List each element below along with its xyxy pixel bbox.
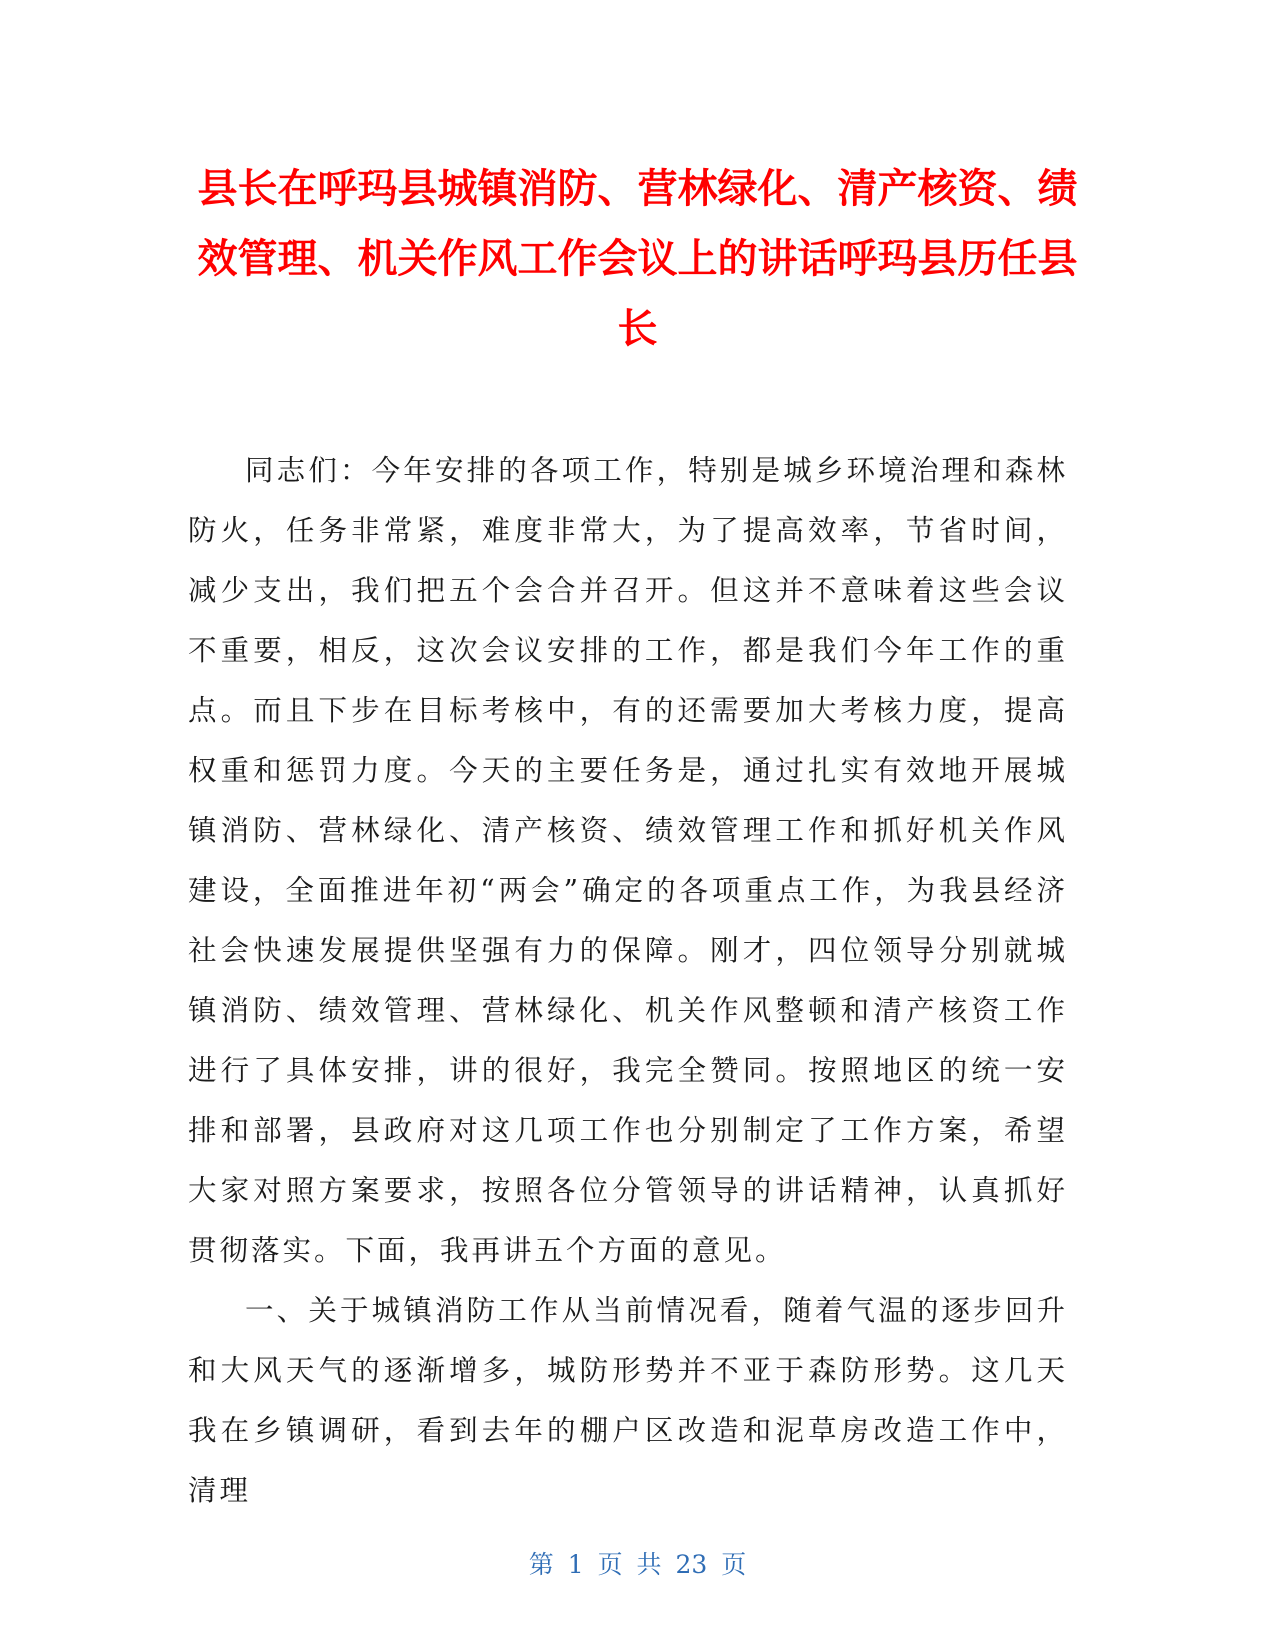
document-title: 县长在呼玛县城镇消防、营林绿化、清产核资、绩效管理、机关作风工作会议上的讲话呼玛县历任县长 [197,166,1078,352]
footer-page-number: 1 [567,1550,584,1579]
paragraph-section-one: 一、关于城镇消防工作从当前情况看，随着气温的逐步回升和大风天气的逐渐增多，城防形势并不亚于森防形势。这几天我在乡镇调研，看到去年的棚户区改造和泥草房改造工作中，清理 [188,1294,1068,1507]
footer-page-middle: 页 共 [597,1550,662,1579]
footer-page-prefix: 第 [528,1550,554,1579]
document-body [188,441,1068,1521]
paragraph-opening: 同志们：今年安排的各项工作，特别是城乡环境治理和森林防火，任务非常紧，难度非常大，为了提高效率，节省时间，减少支出，我们把五个会合并召开。但这并不意味着这些会议不重要，相反，这次会议安排的工作，都是我们今年工作的重点。而且下步在目标考核中，有的还需要加大考核力度，提高权重和惩罚力度。今天的主要任务是，通过扎实有效地开展城镇消防、营林绿化、清产核资、绩效管理工作和抓好机关作风建设，全面推进年初“两会”确定的各项重点工作，为我县经济社会快速发展提供坚强有力的保障。刚才，四位领导分别就城镇消防、绩效管理、营林绿化、机关作风整顿和清产核资工作进行了具体安排，讲的很好，我完全赞同。按照地区的统一安排和部署，县政府对这几项工作也分别制定了工作方案，希望大家对照方案要求，按照各位分管领导的讲话精神，认真抓好贯彻落实。下面，我再讲五个方面的意见。 [188,454,1068,1267]
footer-page-suffix: 页 [721,1550,747,1579]
footer-page-total: 23 [675,1550,708,1579]
page-footer [0,1548,1275,1582]
